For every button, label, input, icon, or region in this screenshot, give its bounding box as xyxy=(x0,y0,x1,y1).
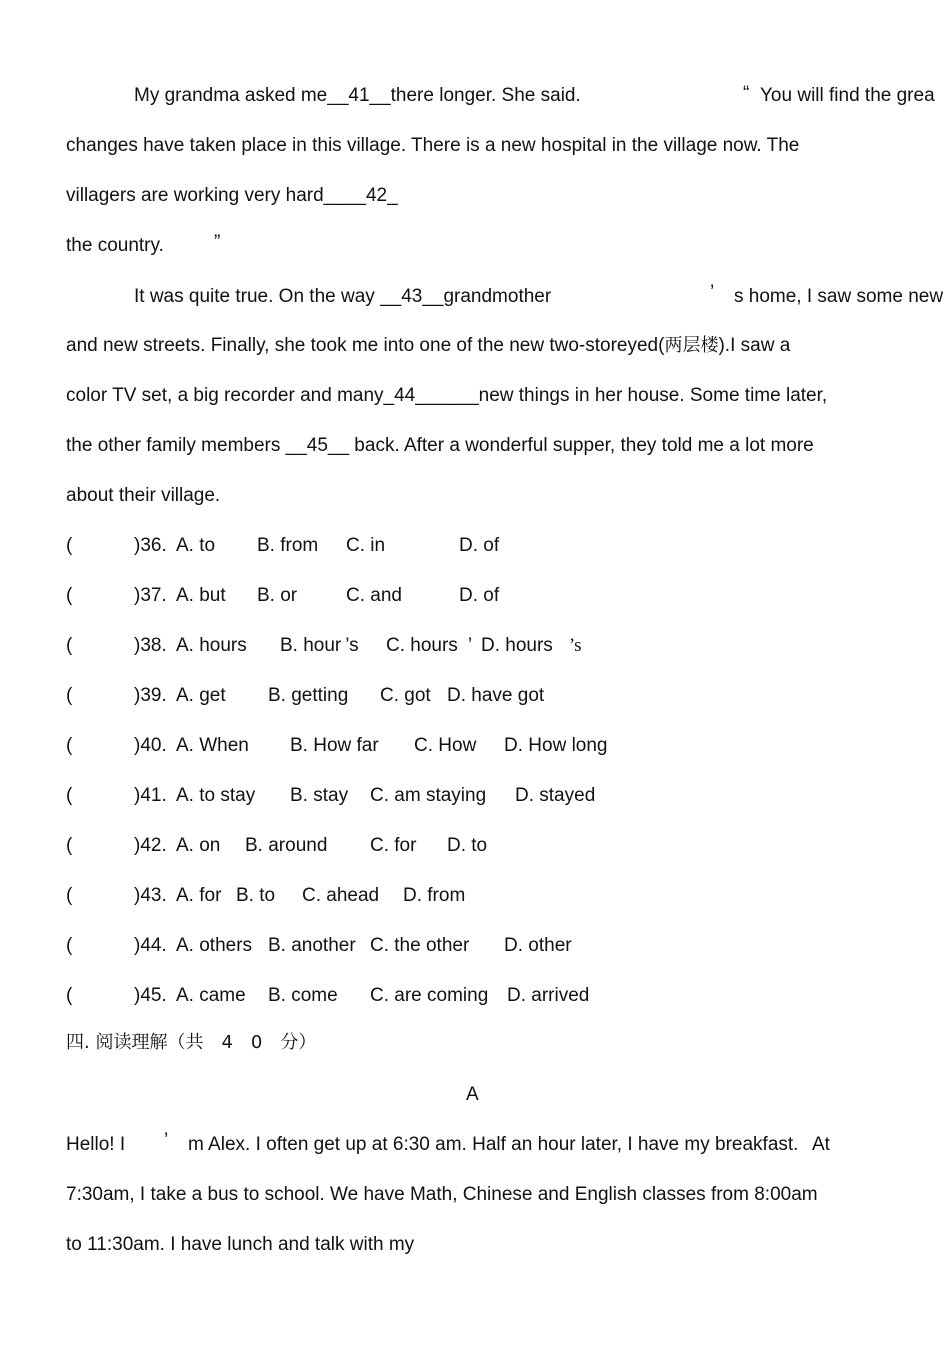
option-a: A. to xyxy=(176,535,216,556)
option-c: C. for xyxy=(370,835,417,856)
option-a: A. get xyxy=(176,685,226,706)
passage-p1-line2: changes have taken place in this village. There is a new hospital in the village now. The xyxy=(66,135,800,156)
option-b: B. getting xyxy=(268,685,349,706)
option-b-text: B. hour xyxy=(280,635,342,656)
question-number: )36. xyxy=(134,535,167,556)
option-d: D. arrived xyxy=(507,985,590,1006)
option-d: D. have got xyxy=(447,685,545,706)
option-b: B. from xyxy=(257,535,319,556)
passage-p1-line1 xyxy=(134,84,581,108)
option-d: D. other xyxy=(504,935,572,956)
option-b: B. to xyxy=(236,885,276,906)
option-d-text: D. hours xyxy=(481,635,553,656)
question-number: )38. xyxy=(134,635,167,656)
blank-44: _44______ xyxy=(383,385,479,406)
option-d-apostrophe: ’s xyxy=(568,635,582,656)
option-c: C. and xyxy=(346,585,402,606)
answer-paren-open: ( xyxy=(66,935,73,956)
option-b: B. around xyxy=(245,835,328,856)
question-number: )43. xyxy=(134,885,167,906)
passage-p2-line2-text: and new streets. Finally, she took me into one of the new two-storeyed( xyxy=(66,335,665,356)
option-b-apostrophe: ’s xyxy=(345,635,359,656)
option-c: C. are coming xyxy=(370,985,489,1006)
passage-p1-line4: the country. xyxy=(66,235,164,256)
option-a: A. but xyxy=(176,585,226,606)
option-a: A. When xyxy=(176,735,249,756)
question-38 xyxy=(0,634,950,658)
question-45 xyxy=(0,984,950,1008)
reading-line1: Hello! I xyxy=(66,1134,126,1155)
option-a: A. others xyxy=(176,935,253,956)
option-c xyxy=(386,634,472,658)
option-d: D. from xyxy=(403,885,466,906)
passage-quote-close: ” xyxy=(214,232,221,253)
passage-p1-line3 xyxy=(66,184,398,208)
passage-p2-line3-text: color TV set, a big recorder and many xyxy=(66,385,384,406)
option-a: A. came xyxy=(176,985,246,1006)
option-c: C. How xyxy=(414,735,477,756)
reading-line2: 7:30am, I take a bus to school. We have Math, Chinese and English classes from 8:00am xyxy=(66,1184,818,1205)
question-number: )40. xyxy=(134,735,167,756)
passage-p2-apostrophe: ’ xyxy=(710,282,715,303)
option-c: C. am staying xyxy=(370,785,487,806)
option-d: D. stayed xyxy=(515,785,596,806)
question-43 xyxy=(0,884,950,908)
answer-paren-open: ( xyxy=(66,635,73,656)
passage-p2-line3 xyxy=(66,384,827,408)
answer-paren-open: ( xyxy=(66,585,73,606)
option-c: C. got xyxy=(380,685,431,706)
passage-p2-line2 xyxy=(66,334,790,358)
option-d: D. How long xyxy=(504,735,608,756)
passage-p1-line3-text: villagers are working very hard xyxy=(66,185,324,206)
option-a: A. to stay xyxy=(176,785,256,806)
answer-paren-open: ( xyxy=(66,685,73,706)
answer-paren-open: ( xyxy=(66,785,73,806)
option-a: A. for xyxy=(176,885,222,906)
section-heading: 四. 阅读理解（共 4 0 分） xyxy=(66,1032,317,1053)
option-b xyxy=(280,634,359,658)
question-37 xyxy=(0,584,950,608)
question-40 xyxy=(0,734,950,758)
question-number: )39. xyxy=(134,685,167,706)
reading-line3: to 11:30am. I have lunch and talk with my xyxy=(66,1234,415,1255)
question-44 xyxy=(0,934,950,958)
section-subheading: A xyxy=(466,1084,479,1105)
option-b: B. stay xyxy=(290,785,349,806)
reading-line1-at: At xyxy=(812,1134,830,1155)
question-41 xyxy=(0,784,950,808)
option-b: B. or xyxy=(257,585,298,606)
answer-paren-open: ( xyxy=(66,535,73,556)
passage-p2-line5: about their village. xyxy=(66,485,221,506)
answer-paren-open: ( xyxy=(66,885,73,906)
option-b: B. come xyxy=(268,985,338,1006)
option-d: D. to xyxy=(447,835,488,856)
question-42 xyxy=(0,834,950,858)
blank-42: ____42_ xyxy=(323,185,398,206)
option-a: A. hours xyxy=(176,635,247,656)
answer-paren-open: ( xyxy=(66,835,73,856)
option-c: C. in xyxy=(346,535,386,556)
option-c: C. ahead xyxy=(302,885,380,906)
question-number: )44. xyxy=(134,935,167,956)
option-a: A. on xyxy=(176,835,221,856)
option-d: D. of xyxy=(459,535,500,556)
answer-paren-open: ( xyxy=(66,735,73,756)
question-number: )41. xyxy=(134,785,167,806)
passage-p2-line1-b: s home, I saw some new xyxy=(734,286,944,307)
question-36 xyxy=(0,534,950,558)
option-b: B. another xyxy=(268,935,356,956)
passage-p1-text-a: My grandma asked me__41__there longer. She said. xyxy=(134,85,581,106)
passage-quote-open: “ xyxy=(743,83,750,104)
passage-p2-line2-end: ).I saw a xyxy=(718,335,791,356)
option-d xyxy=(481,634,582,658)
passage-p2-line2-cjk: 两层楼 xyxy=(664,335,719,356)
passage-p2-line1: It was quite true. On the way __43__grandmother xyxy=(134,286,552,307)
answer-paren-open: ( xyxy=(66,985,73,1006)
question-number: )45. xyxy=(134,985,167,1006)
reading-line1-apostrophe: ’ xyxy=(164,1130,169,1151)
passage-p1-line1-b: You will find the grea xyxy=(760,85,935,106)
option-b: B. How far xyxy=(290,735,379,756)
passage-p2-line4: the other family members __45__ back. After a wonderful supper, they told me a lot more xyxy=(66,435,814,456)
question-number: )42. xyxy=(134,835,167,856)
passage-p2-line3-end: new things in her house. Some time later, xyxy=(478,385,828,406)
option-c: C. the other xyxy=(370,935,470,956)
question-39 xyxy=(0,684,950,708)
option-c-apostrophe: ’ xyxy=(467,635,473,656)
option-d: D. of xyxy=(459,585,500,606)
option-c-text: C. hours xyxy=(386,635,458,656)
reading-line1-b: m Alex. I often get up at 6:30 am. Half an hour later, I have my breakfast. xyxy=(188,1134,799,1155)
question-number: )37. xyxy=(134,585,167,606)
